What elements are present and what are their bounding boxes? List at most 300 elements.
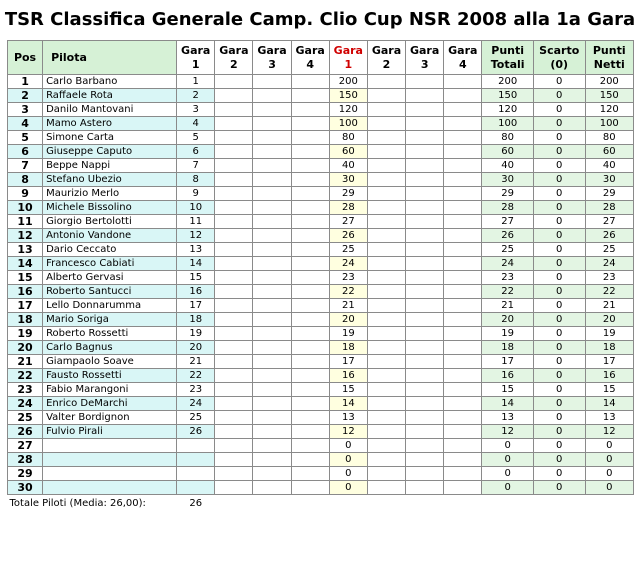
race2-points-cell bbox=[367, 439, 405, 453]
position-cell: 10 bbox=[8, 201, 43, 215]
race1-points-cell: 20 bbox=[329, 313, 367, 327]
race1-points-cell: 100 bbox=[329, 117, 367, 131]
pilot-name-cell: Carlo Bagnus bbox=[43, 341, 177, 355]
pilot-name-cell bbox=[43, 439, 177, 453]
header-punti-netti bbox=[585, 41, 634, 75]
header-gara-word: Gara bbox=[371, 43, 402, 57]
race2-position-cell bbox=[215, 103, 253, 117]
table-row bbox=[8, 145, 634, 159]
race3-position-cell bbox=[253, 145, 291, 159]
race1-position-cell: 17 bbox=[177, 299, 215, 313]
table-row bbox=[8, 173, 634, 187]
race3-position-cell bbox=[253, 243, 291, 257]
race4-position-cell bbox=[291, 481, 329, 495]
total-points-cell: 12 bbox=[482, 425, 534, 439]
race2-position-cell bbox=[215, 397, 253, 411]
total-points-cell: 24 bbox=[482, 257, 534, 271]
table-row bbox=[8, 481, 634, 495]
race3-position-cell bbox=[253, 369, 291, 383]
race2-position-cell bbox=[215, 313, 253, 327]
race4-points-cell bbox=[444, 271, 482, 285]
race4-position-cell bbox=[291, 145, 329, 159]
header-gara-num: 3 bbox=[268, 57, 276, 71]
race4-points-cell bbox=[444, 229, 482, 243]
race4-points-cell bbox=[444, 243, 482, 257]
race4-points-cell bbox=[444, 411, 482, 425]
table-row bbox=[8, 439, 634, 453]
position-cell: 5 bbox=[8, 131, 43, 145]
total-points-cell: 40 bbox=[482, 159, 534, 173]
race3-position-cell bbox=[253, 411, 291, 425]
pilot-name-cell: Raffaele Rota bbox=[43, 89, 177, 103]
total-points-cell: 80 bbox=[482, 131, 534, 145]
net-points-cell: 15 bbox=[585, 383, 634, 397]
race1-points-cell: 19 bbox=[329, 327, 367, 341]
race3-points-cell bbox=[406, 215, 444, 229]
position-cell: 14 bbox=[8, 257, 43, 271]
race3-position-cell bbox=[253, 327, 291, 341]
total-points-cell: 29 bbox=[482, 187, 534, 201]
header-race-pts-2 bbox=[367, 41, 405, 75]
race1-position-cell: 23 bbox=[177, 383, 215, 397]
race2-points-cell bbox=[367, 313, 405, 327]
race1-points-cell: 40 bbox=[329, 159, 367, 173]
pilot-name-cell: Alberto Gervasi bbox=[43, 271, 177, 285]
race2-position-cell bbox=[215, 453, 253, 467]
total-points-cell: 0 bbox=[482, 439, 534, 453]
net-points-cell: 60 bbox=[585, 145, 634, 159]
race1-position-cell: 15 bbox=[177, 271, 215, 285]
race2-points-cell bbox=[367, 75, 405, 89]
race4-position-cell bbox=[291, 425, 329, 439]
race4-points-cell bbox=[444, 369, 482, 383]
position-cell: 28 bbox=[8, 453, 43, 467]
race1-position-cell: 8 bbox=[177, 173, 215, 187]
header-gara-word: Gara bbox=[409, 43, 440, 57]
race4-position-cell bbox=[291, 467, 329, 481]
net-points-cell: 22 bbox=[585, 285, 634, 299]
total-points-cell: 21 bbox=[482, 299, 534, 313]
pilot-name-cell: Fabio Marangoni bbox=[43, 383, 177, 397]
total-points-cell: 0 bbox=[482, 467, 534, 481]
net-points-cell: 19 bbox=[585, 327, 634, 341]
race4-position-cell bbox=[291, 369, 329, 383]
header-gara-word: Gara bbox=[219, 43, 249, 57]
total-points-cell: 18 bbox=[482, 341, 534, 355]
race4-points-cell bbox=[444, 201, 482, 215]
pilot-name-cell: Francesco Cabiati bbox=[43, 257, 177, 271]
discard-cell: 0 bbox=[533, 117, 585, 131]
race3-points-cell bbox=[406, 117, 444, 131]
header-gara-num: 4 bbox=[306, 57, 314, 71]
race4-points-cell bbox=[444, 117, 482, 131]
race4-points-cell bbox=[444, 383, 482, 397]
race3-position-cell bbox=[253, 187, 291, 201]
race3-points-cell bbox=[406, 453, 444, 467]
net-points-cell: 28 bbox=[585, 201, 634, 215]
race4-position-cell bbox=[291, 201, 329, 215]
header-scarto-line2: (0) bbox=[550, 57, 569, 71]
race4-position-cell bbox=[291, 271, 329, 285]
race2-points-cell bbox=[367, 355, 405, 369]
race2-position-cell bbox=[215, 89, 253, 103]
total-points-cell: 120 bbox=[482, 103, 534, 117]
race4-points-cell bbox=[444, 173, 482, 187]
pilot-name-cell: Mario Soriga bbox=[43, 313, 177, 327]
pilot-name-cell: Carlo Barbano bbox=[43, 75, 177, 89]
race4-points-cell bbox=[444, 453, 482, 467]
header-scarto bbox=[533, 41, 585, 75]
net-points-cell: 26 bbox=[585, 229, 634, 243]
header-gara-num: 1 bbox=[344, 57, 353, 71]
total-points-cell: 15 bbox=[482, 383, 534, 397]
table-row bbox=[8, 467, 634, 481]
net-points-cell: 12 bbox=[585, 425, 634, 439]
header-gara-num: 1 bbox=[191, 57, 200, 71]
race3-position-cell bbox=[253, 313, 291, 327]
race3-points-cell bbox=[406, 355, 444, 369]
race3-points-cell bbox=[406, 75, 444, 89]
race3-points-cell bbox=[406, 397, 444, 411]
discard-cell: 0 bbox=[533, 89, 585, 103]
pilot-name-cell: Valter Bordignon bbox=[43, 411, 177, 425]
race1-position-cell: 26 bbox=[177, 425, 215, 439]
race1-points-cell: 0 bbox=[329, 453, 367, 467]
net-points-cell: 200 bbox=[585, 75, 634, 89]
position-cell: 12 bbox=[8, 229, 43, 243]
race3-points-cell bbox=[406, 425, 444, 439]
discard-cell: 0 bbox=[533, 369, 585, 383]
race4-points-cell bbox=[444, 397, 482, 411]
race1-position-cell: 25 bbox=[177, 411, 215, 425]
race4-position-cell bbox=[291, 229, 329, 243]
table-row bbox=[8, 215, 634, 229]
discard-cell: 0 bbox=[533, 243, 585, 257]
footer-row bbox=[8, 495, 634, 514]
position-cell: 30 bbox=[8, 481, 43, 495]
race2-points-cell bbox=[367, 397, 405, 411]
discard-cell: 0 bbox=[533, 271, 585, 285]
table-row bbox=[8, 131, 634, 145]
race2-position-cell bbox=[215, 369, 253, 383]
race4-position-cell bbox=[291, 327, 329, 341]
race2-points-cell bbox=[367, 103, 405, 117]
race3-position-cell bbox=[253, 355, 291, 369]
race3-points-cell bbox=[406, 229, 444, 243]
race3-points-cell bbox=[406, 159, 444, 173]
header-race-pos-4 bbox=[291, 41, 329, 75]
race2-position-cell bbox=[215, 145, 253, 159]
table-row bbox=[8, 397, 634, 411]
race3-points-cell bbox=[406, 243, 444, 257]
race1-points-cell: 24 bbox=[329, 257, 367, 271]
race2-points-cell bbox=[367, 285, 405, 299]
net-points-cell: 120 bbox=[585, 103, 634, 117]
pilot-name-cell bbox=[43, 481, 177, 495]
total-points-cell: 0 bbox=[482, 453, 534, 467]
race3-points-cell bbox=[406, 327, 444, 341]
race3-position-cell bbox=[253, 383, 291, 397]
position-cell: 16 bbox=[8, 285, 43, 299]
standings-table bbox=[7, 40, 634, 513]
total-points-cell: 100 bbox=[482, 117, 534, 131]
race1-points-cell: 15 bbox=[329, 383, 367, 397]
race2-position-cell bbox=[215, 327, 253, 341]
race4-points-cell bbox=[444, 215, 482, 229]
race1-position-cell: 4 bbox=[177, 117, 215, 131]
race2-position-cell bbox=[215, 187, 253, 201]
discard-cell: 0 bbox=[533, 285, 585, 299]
race1-points-cell: 60 bbox=[329, 145, 367, 159]
race2-position-cell bbox=[215, 481, 253, 495]
race2-position-cell bbox=[215, 355, 253, 369]
total-points-cell: 200 bbox=[482, 75, 534, 89]
position-cell: 18 bbox=[8, 313, 43, 327]
discard-cell: 0 bbox=[533, 411, 585, 425]
race1-points-cell: 16 bbox=[329, 369, 367, 383]
discard-cell: 0 bbox=[533, 201, 585, 215]
table-row bbox=[8, 75, 634, 89]
total-points-cell: 22 bbox=[482, 285, 534, 299]
header-punti-netti-line2: Netti bbox=[593, 57, 625, 71]
race1-position-cell: 2 bbox=[177, 89, 215, 103]
race3-points-cell bbox=[406, 313, 444, 327]
net-points-cell: 29 bbox=[585, 187, 634, 201]
net-points-cell: 18 bbox=[585, 341, 634, 355]
race4-position-cell bbox=[291, 257, 329, 271]
race4-points-cell bbox=[444, 341, 482, 355]
discard-cell: 0 bbox=[533, 173, 585, 187]
net-points-cell: 30 bbox=[585, 173, 634, 187]
race2-points-cell bbox=[367, 299, 405, 313]
position-cell: 29 bbox=[8, 467, 43, 481]
pilot-name-cell: Giorgio Bertolotti bbox=[43, 215, 177, 229]
net-points-cell: 21 bbox=[585, 299, 634, 313]
race2-points-cell bbox=[367, 117, 405, 131]
discard-cell: 0 bbox=[533, 103, 585, 117]
table-row bbox=[8, 243, 634, 257]
race2-position-cell bbox=[215, 257, 253, 271]
header-race-pos-2 bbox=[215, 41, 253, 75]
net-points-cell: 16 bbox=[585, 369, 634, 383]
race1-points-cell: 0 bbox=[329, 481, 367, 495]
footer-spacer bbox=[215, 495, 634, 514]
header-punti-totali bbox=[482, 41, 534, 75]
table-row bbox=[8, 117, 634, 131]
position-cell: 1 bbox=[8, 75, 43, 89]
race4-points-cell bbox=[444, 425, 482, 439]
race1-points-cell: 28 bbox=[329, 201, 367, 215]
position-cell: 26 bbox=[8, 425, 43, 439]
race3-points-cell bbox=[406, 89, 444, 103]
race3-points-cell bbox=[406, 173, 444, 187]
header-gara-num: 2 bbox=[382, 57, 391, 71]
table-row bbox=[8, 257, 634, 271]
net-points-cell: 40 bbox=[585, 159, 634, 173]
pilot-name-cell: Roberto Santucci bbox=[43, 285, 177, 299]
total-points-cell: 19 bbox=[482, 327, 534, 341]
table-row bbox=[8, 355, 634, 369]
header-scarto-line1: Scarto bbox=[539, 43, 580, 57]
total-points-cell: 0 bbox=[482, 481, 534, 495]
pilot-name-cell: Stefano Ubezio bbox=[43, 173, 177, 187]
header-gara-num: 2 bbox=[230, 57, 238, 71]
race2-points-cell bbox=[367, 229, 405, 243]
race2-points-cell bbox=[367, 145, 405, 159]
discard-cell: 0 bbox=[533, 467, 585, 481]
race2-points-cell bbox=[367, 341, 405, 355]
race2-points-cell bbox=[367, 187, 405, 201]
position-cell: 3 bbox=[8, 103, 43, 117]
race4-position-cell bbox=[291, 285, 329, 299]
race1-position-cell: 22 bbox=[177, 369, 215, 383]
table-row bbox=[8, 187, 634, 201]
race4-points-cell bbox=[444, 355, 482, 369]
race1-points-cell: 23 bbox=[329, 271, 367, 285]
net-points-cell: 20 bbox=[585, 313, 634, 327]
position-cell: 13 bbox=[8, 243, 43, 257]
footer-value: 26 bbox=[189, 498, 203, 509]
position-cell: 6 bbox=[8, 145, 43, 159]
race1-position-cell: 5 bbox=[177, 131, 215, 145]
discard-cell: 0 bbox=[533, 481, 585, 495]
race4-points-cell bbox=[444, 257, 482, 271]
race4-points-cell bbox=[444, 439, 482, 453]
race1-position-cell: 6 bbox=[177, 145, 215, 159]
position-cell: 21 bbox=[8, 355, 43, 369]
header-race-pts-4 bbox=[444, 41, 482, 75]
race2-points-cell bbox=[367, 453, 405, 467]
race3-points-cell bbox=[406, 201, 444, 215]
header-gara-num: 4 bbox=[458, 57, 467, 71]
race2-position-cell bbox=[215, 439, 253, 453]
race4-position-cell bbox=[291, 131, 329, 145]
race4-position-cell bbox=[291, 89, 329, 103]
race1-position-cell: 16 bbox=[177, 285, 215, 299]
race3-position-cell bbox=[253, 285, 291, 299]
race1-position-cell: 11 bbox=[177, 215, 215, 229]
race4-position-cell bbox=[291, 453, 329, 467]
race4-position-cell bbox=[291, 215, 329, 229]
race1-position-cell: 18 bbox=[177, 313, 215, 327]
total-points-cell: 13 bbox=[482, 411, 534, 425]
race3-position-cell bbox=[253, 173, 291, 187]
discard-cell: 0 bbox=[533, 75, 585, 89]
race3-position-cell bbox=[253, 229, 291, 243]
race3-points-cell bbox=[406, 285, 444, 299]
net-points-cell: 23 bbox=[585, 271, 634, 285]
race4-points-cell bbox=[444, 467, 482, 481]
race3-position-cell bbox=[253, 467, 291, 481]
race4-points-cell bbox=[444, 145, 482, 159]
race3-position-cell bbox=[253, 257, 291, 271]
header-punti-totali-line2: Totali bbox=[490, 57, 525, 71]
race4-position-cell bbox=[291, 397, 329, 411]
race2-position-cell bbox=[215, 299, 253, 313]
race1-position-cell: 12 bbox=[177, 229, 215, 243]
race4-position-cell bbox=[291, 341, 329, 355]
race2-points-cell bbox=[367, 173, 405, 187]
race4-position-cell bbox=[291, 159, 329, 173]
header-punti-totali-line1: Punti bbox=[491, 43, 525, 57]
header-pos: Pos bbox=[8, 41, 43, 75]
race3-position-cell bbox=[253, 131, 291, 145]
table-row bbox=[8, 425, 634, 439]
table-row bbox=[8, 159, 634, 173]
race2-position-cell bbox=[215, 201, 253, 215]
table-row bbox=[8, 299, 634, 313]
total-points-cell: 17 bbox=[482, 355, 534, 369]
race3-position-cell bbox=[253, 271, 291, 285]
discard-cell: 0 bbox=[533, 439, 585, 453]
net-points-cell: 24 bbox=[585, 257, 634, 271]
race3-position-cell bbox=[253, 439, 291, 453]
table-row bbox=[8, 383, 634, 397]
race3-points-cell bbox=[406, 411, 444, 425]
discard-cell: 0 bbox=[533, 355, 585, 369]
race4-points-cell bbox=[444, 299, 482, 313]
race3-position-cell bbox=[253, 201, 291, 215]
race4-points-cell bbox=[444, 285, 482, 299]
race4-position-cell bbox=[291, 75, 329, 89]
race2-position-cell bbox=[215, 467, 253, 481]
race4-position-cell bbox=[291, 313, 329, 327]
race1-position-cell: 20 bbox=[177, 341, 215, 355]
race2-points-cell bbox=[367, 369, 405, 383]
header-race-pos-1 bbox=[177, 41, 215, 75]
pilot-name-cell bbox=[43, 467, 177, 481]
race1-position-cell: 14 bbox=[177, 257, 215, 271]
race2-position-cell bbox=[215, 411, 253, 425]
race4-points-cell bbox=[444, 75, 482, 89]
total-points-cell: 14 bbox=[482, 397, 534, 411]
header-race-pts-1 bbox=[329, 41, 367, 75]
race1-position-cell: 9 bbox=[177, 187, 215, 201]
race3-points-cell bbox=[406, 271, 444, 285]
header-gara-word: Gara bbox=[181, 43, 211, 57]
race1-position-cell: 19 bbox=[177, 327, 215, 341]
race1-points-cell: 29 bbox=[329, 187, 367, 201]
header-gara-word: Gara bbox=[448, 43, 478, 57]
position-cell: 15 bbox=[8, 271, 43, 285]
discard-cell: 0 bbox=[533, 453, 585, 467]
race1-points-cell: 200 bbox=[329, 75, 367, 89]
race1-position-cell bbox=[177, 439, 215, 453]
race2-points-cell bbox=[367, 257, 405, 271]
header-race-pts-3 bbox=[406, 41, 444, 75]
table-row bbox=[8, 327, 634, 341]
header-gara-num: 3 bbox=[420, 57, 429, 71]
race4-position-cell bbox=[291, 355, 329, 369]
position-cell: 23 bbox=[8, 383, 43, 397]
race4-position-cell bbox=[291, 117, 329, 131]
race2-points-cell bbox=[367, 159, 405, 173]
discard-cell: 0 bbox=[533, 257, 585, 271]
total-points-cell: 30 bbox=[482, 173, 534, 187]
race2-position-cell bbox=[215, 383, 253, 397]
pilot-name-cell: Roberto Rossetti bbox=[43, 327, 177, 341]
race4-points-cell bbox=[444, 103, 482, 117]
net-points-cell: 0 bbox=[585, 453, 634, 467]
table-row bbox=[8, 341, 634, 355]
net-points-cell: 0 bbox=[585, 439, 634, 453]
race1-position-cell: 10 bbox=[177, 201, 215, 215]
race2-points-cell bbox=[367, 201, 405, 215]
race1-points-cell: 14 bbox=[329, 397, 367, 411]
race1-points-cell: 26 bbox=[329, 229, 367, 243]
race2-points-cell bbox=[367, 327, 405, 341]
discard-cell: 0 bbox=[533, 327, 585, 341]
